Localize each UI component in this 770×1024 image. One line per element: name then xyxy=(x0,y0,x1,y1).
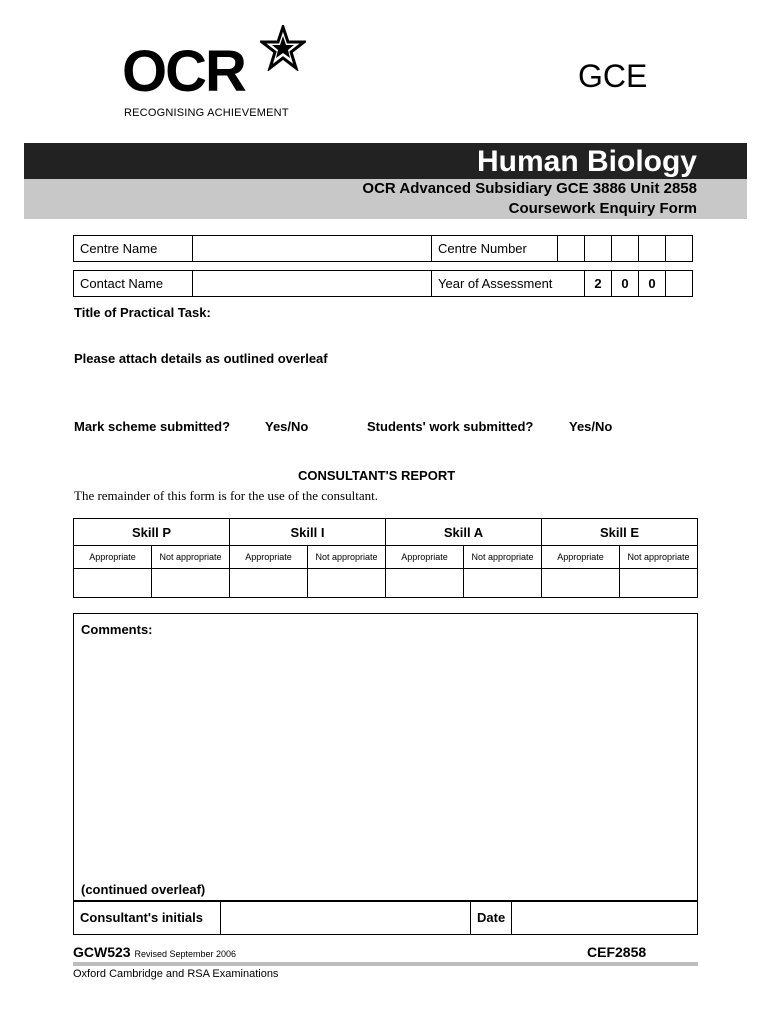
mark-scheme-label: Mark scheme submitted? xyxy=(74,419,231,434)
students-work-label: Students' work submitted? xyxy=(367,419,534,434)
appropriate-label: Appropriate xyxy=(230,546,308,569)
skills-table xyxy=(73,518,698,598)
skill-e-header: Skill E xyxy=(542,519,698,546)
attach-note: Please attach details as outlined overleaf xyxy=(74,351,328,366)
footer-divider xyxy=(73,962,698,966)
logo-tagline: RECOGNISING ACHIEVEMENT xyxy=(124,107,289,119)
centre-number-box[interactable] xyxy=(558,236,585,262)
star-icon xyxy=(260,25,306,71)
not-appropriate-label: Not appropriate xyxy=(152,546,230,569)
date-label: Date xyxy=(471,901,512,935)
signature-row xyxy=(73,900,698,935)
form-name: Coursework Enquiry Form xyxy=(508,200,697,217)
organisation: Oxford Cambridge and RSA Examinations xyxy=(73,968,279,980)
centre-number-box[interactable] xyxy=(639,236,666,262)
year-label: Year of Assessment xyxy=(432,271,585,297)
centre-name-field[interactable] xyxy=(193,236,432,262)
year-digit: 0 xyxy=(639,271,666,297)
subject-title: Human Biology xyxy=(476,145,697,178)
skill-p-header: Skill P xyxy=(74,519,230,546)
form-code xyxy=(73,944,236,960)
initials-field[interactable] xyxy=(221,901,471,935)
course-bar xyxy=(24,179,747,199)
year-digit-input[interactable] xyxy=(666,271,693,297)
contact-name-label: Contact Name xyxy=(74,271,193,297)
centre-row xyxy=(73,235,693,262)
centre-number-box[interactable] xyxy=(585,236,612,262)
students-work-option[interactable]: Yes/No xyxy=(569,419,613,434)
mark-scheme-option[interactable]: Yes/No xyxy=(265,419,309,434)
title-bar xyxy=(24,143,747,179)
appropriate-label: Appropriate xyxy=(386,546,464,569)
contact-name-field[interactable] xyxy=(193,271,432,297)
year-digit: 0 xyxy=(612,271,639,297)
comments-box[interactable] xyxy=(73,613,698,902)
practical-title-label: Title of Practical Task: xyxy=(74,305,211,320)
skill-p-appropriate-box[interactable] xyxy=(74,569,152,598)
form-ref: CEF2858 xyxy=(587,944,647,960)
year-digit: 2 xyxy=(585,271,612,297)
form-name-bar xyxy=(24,199,747,219)
skill-p-not-appropriate-box[interactable] xyxy=(152,569,230,598)
appropriate-label: Appropriate xyxy=(74,546,152,569)
ocr-logo xyxy=(122,25,322,125)
date-field[interactable] xyxy=(512,901,698,935)
revised-date: Revised September 2006 xyxy=(134,949,237,959)
logo-text: OCR xyxy=(122,39,245,104)
not-appropriate-label: Not appropriate xyxy=(620,546,698,569)
centre-number-box[interactable] xyxy=(666,236,693,262)
skill-a-appropriate-box[interactable] xyxy=(386,569,464,598)
skill-a-header: Skill A xyxy=(386,519,542,546)
form-code-number: GCW523 xyxy=(73,944,131,960)
skill-i-not-appropriate-box[interactable] xyxy=(308,569,386,598)
centre-number-label: Centre Number xyxy=(432,236,558,262)
skill-e-appropriate-box[interactable] xyxy=(542,569,620,598)
centre-number-box[interactable] xyxy=(612,236,639,262)
consultant-report-heading: CONSULTANT'S REPORT xyxy=(298,468,456,483)
skill-e-not-appropriate-box[interactable] xyxy=(620,569,698,598)
appropriate-label: Appropriate xyxy=(542,546,620,569)
initials-label: Consultant's initials xyxy=(74,901,221,935)
comments-label: Comments: xyxy=(81,622,153,637)
not-appropriate-label: Not appropriate xyxy=(308,546,386,569)
consultant-note: The remainder of this form is for the use of the consultant. xyxy=(74,488,378,503)
not-appropriate-label: Not appropriate xyxy=(464,546,542,569)
skill-i-header: Skill I xyxy=(230,519,386,546)
skill-a-not-appropriate-box[interactable] xyxy=(464,569,542,598)
skill-i-appropriate-box[interactable] xyxy=(230,569,308,598)
continued-label: (continued overleaf) xyxy=(81,882,206,897)
contact-row xyxy=(73,270,693,297)
qualification-label: GCE xyxy=(578,58,648,94)
centre-name-label: Centre Name xyxy=(74,236,193,262)
course-line: OCR Advanced Subsidiary GCE 3886 Unit 2858 xyxy=(362,180,697,197)
